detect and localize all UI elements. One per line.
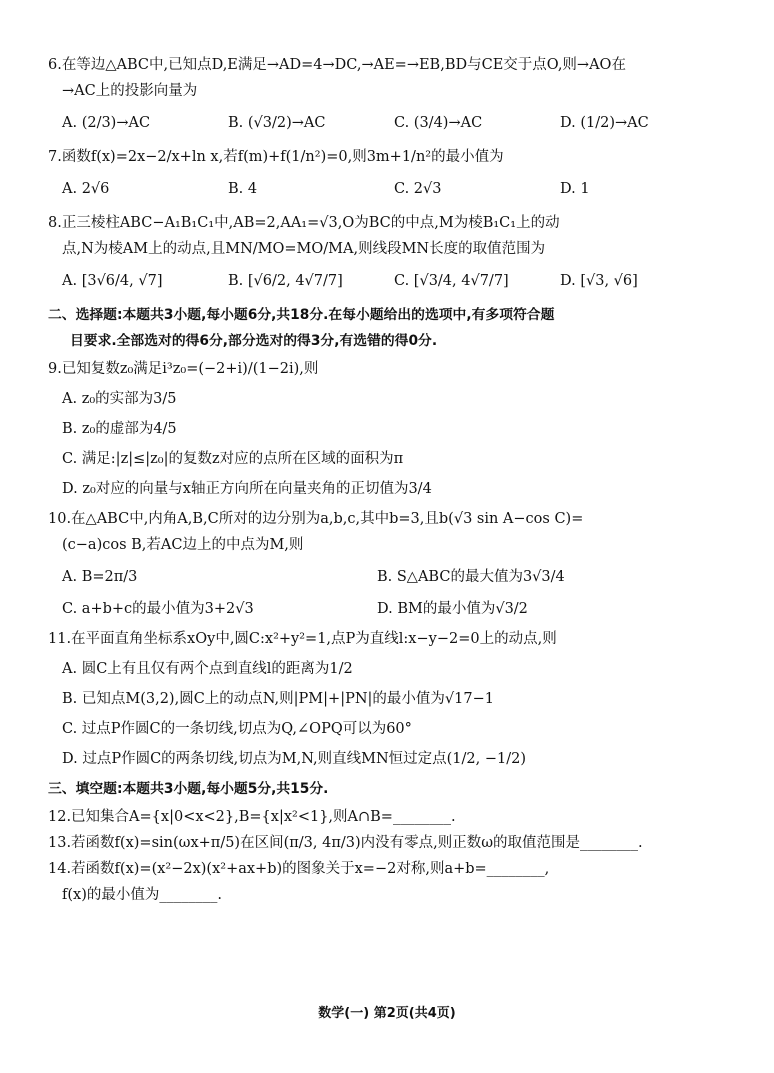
question-8-option-c: C. [√3/4, 4√7/7]: [394, 273, 509, 289]
question-11-option-d: D. 过点P作圆C的两条切线,切点为M,N,则直线MN恒过定点(1/2, −1/2): [62, 751, 526, 767]
question-9-option-d: D. z₀对应的向量与x轴正方向所在向量夹角的正切值为3/4: [62, 481, 432, 497]
question-7: [48, 144, 726, 202]
question-10-option-a: A. B=2π/3: [62, 569, 138, 585]
question-11-option-c: C. 过点P作圆C的一条切线,切点为Q,∠OPQ可以为60°: [62, 721, 412, 737]
section-2-line-1: 二、选择题:本题共3小题,每小题6分,共18分.在每小题给出的选项中,有多项符合题: [48, 307, 555, 323]
question-8-option-b: B. [√6/2, 4√7/7]: [228, 273, 343, 289]
question-9: [48, 356, 726, 502]
question-13-stem: 13.若函数f(x)=sin(ωx+π/5)在区间(π/3, 4π/3)内没有零点,则正数ω的取值范围是________.: [48, 835, 643, 851]
question-8-option-d: D. [√3, √6]: [560, 273, 638, 289]
question-8-options: [48, 268, 726, 294]
question-10-stem: 10.在△ABC中,内角A,B,C所对的边分别为a,b,c,其中b=3,且b(√3 sin A−cos C)=: [48, 511, 584, 527]
section-2-heading: [48, 302, 726, 354]
question-10-option-c: C. a+b+c的最小值为3+2√3: [62, 601, 254, 617]
question-12: [48, 804, 726, 830]
question-14-stem-continued: f(x)的最小值为________.: [62, 887, 222, 903]
question-11-option-a: A. 圆C上有且仅有两个点到直线l的距离为1/2: [62, 661, 353, 677]
question-7-options: [48, 176, 726, 202]
page-footer: 数学(一) 第2页(共4页): [318, 1006, 456, 1021]
question-8: [48, 210, 726, 294]
question-6-stem: 6.在等边△ABC中,已知点D,E满足→AD=4→DC,→AE=→EB,BD与CE交于点O,则→AO在: [48, 57, 626, 73]
question-8-stem-continued: 点,N为棱AM上的动点,且MN/MO=MO/MA,则线段MN长度的取值范围为: [62, 241, 546, 257]
question-10-option-b: B. S△ABC的最大值为3√3/4: [377, 569, 565, 585]
question-8-option-a: A. [3√6/4, √7]: [62, 273, 163, 289]
question-10-options-row-2: [48, 596, 726, 622]
question-8-stem: 8.正三棱柱ABC−A₁B₁C₁中,AB=2,AA₁=√3,O为BC的中点,M为棱B₁C₁上的动: [48, 215, 560, 231]
section-2-line-2: 目要求.全部选对的得6分,部分选对的得3分,有选错的得0分.: [70, 333, 438, 349]
question-6-option-c: C. (3/4)→AC: [394, 115, 483, 131]
question-7-option-b: B. 4: [228, 181, 258, 197]
question-7-option-a: A. 2√6: [62, 181, 110, 197]
question-11-option-b: B. 已知点M(3,2),圆C上的动点N,则|PM|+|PN|的最小值为√17−1: [62, 691, 494, 707]
question-9-option-a: A. z₀的实部为3/5: [62, 391, 177, 407]
question-11: [48, 626, 726, 772]
question-12-stem: 12.已知集合A={x|0<x<2},B={x|x²<1},则A∩B=________.: [48, 809, 456, 825]
question-6-option-b: B. (√3/2)→AC: [228, 115, 326, 131]
question-6-option-d: D. (1/2)→AC: [560, 115, 649, 131]
question-6: [48, 52, 726, 136]
question-10-option-d: D. BM的最小值为√3/2: [377, 601, 528, 617]
question-13: [48, 830, 726, 856]
question-6-options: [48, 110, 726, 136]
section-3-line-1: 三、填空题:本题共3小题,每小题5分,共15分.: [48, 781, 329, 797]
question-6-stem-continued: →AC上的投影向量为: [62, 83, 198, 99]
question-9-option-c: C. 满足:|z|≤|z₀|的复数z对应的点所在区域的面积为π: [62, 451, 404, 467]
question-7-stem: 7.函数f(x)=2x−2/x+ln x,若f(m)+f(1/n²)=0,则3m+1/n²的最小值为: [48, 149, 504, 165]
question-9-stem: 9.已知复数z₀满足i³z₀=(−2+i)/(1−2i),则: [48, 361, 319, 377]
question-7-option-c: C. 2√3: [394, 181, 442, 197]
question-10-stem-continued: (c−a)cos B,若AC边上的中点为M,则: [62, 537, 304, 553]
question-7-option-d: D. 1: [560, 181, 590, 197]
question-14: [48, 856, 726, 908]
question-9-option-b: B. z₀的虚部为4/5: [62, 421, 177, 437]
question-6-option-a: A. (2/3)→AC: [62, 115, 151, 131]
question-10-options-row-1: [48, 564, 726, 590]
question-10: [48, 506, 726, 622]
section-3-heading: [48, 776, 726, 802]
question-14-stem: 14.若函数f(x)=(x²−2x)(x²+ax+b)的图象关于x=−2对称,则a+b=________,: [48, 861, 550, 877]
question-11-stem: 11.在平面直角坐标系xOy中,圆C:x²+y²=1,点P为直线l:x−y−2=0上的动点,则: [48, 631, 557, 647]
